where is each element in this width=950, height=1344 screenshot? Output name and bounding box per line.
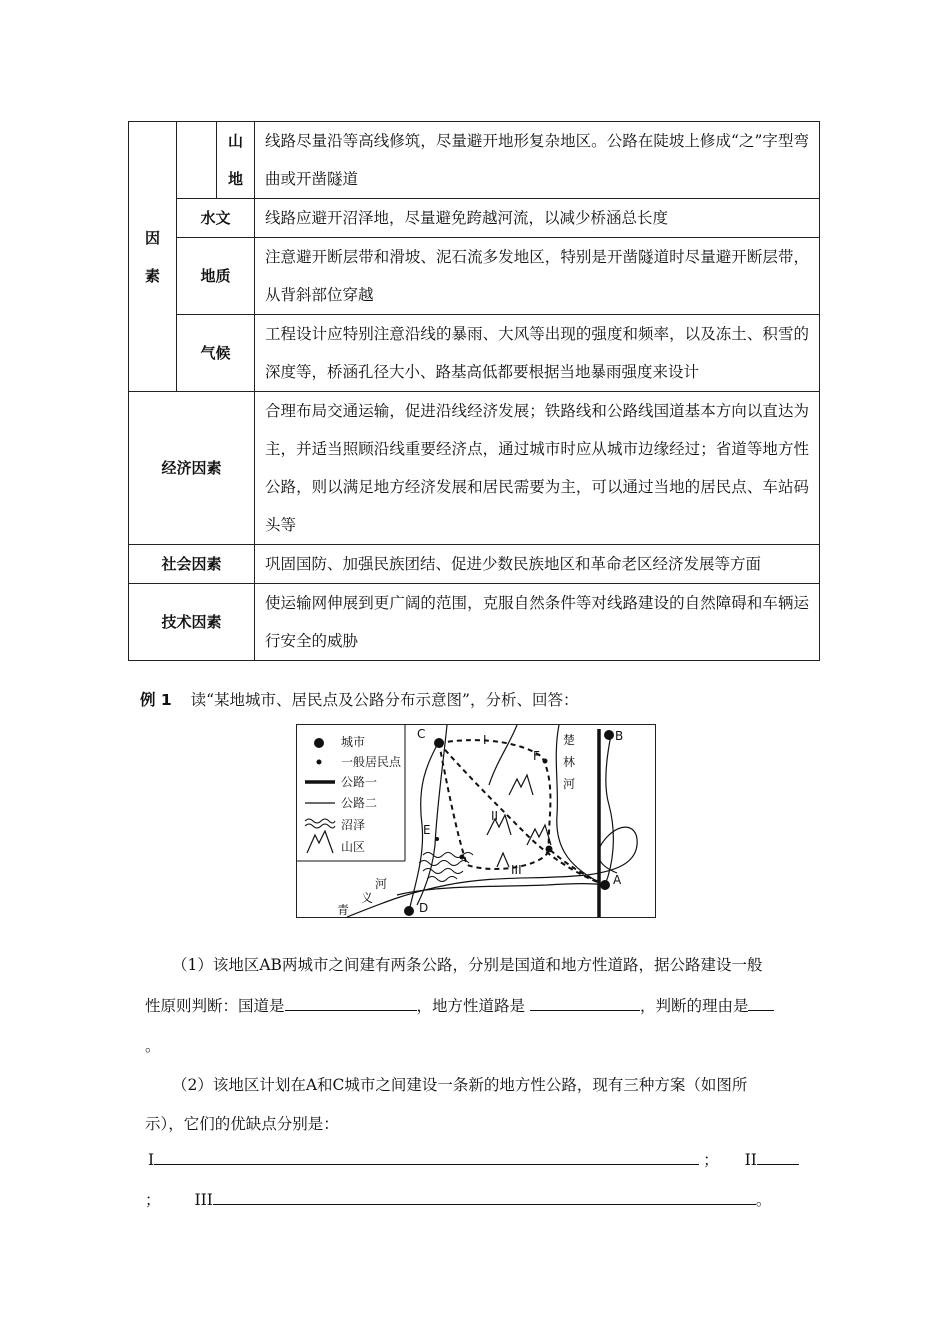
table-row	[129, 545, 820, 584]
river-qingyi-char-1: 河	[375, 877, 388, 891]
table-row	[129, 392, 820, 545]
river-chu-char-1: 楚	[563, 733, 576, 747]
row-label-economic: 经济因素	[129, 392, 255, 545]
road-distribution-map	[296, 724, 656, 918]
legend-settlement-symbol	[317, 760, 321, 764]
city-A	[600, 880, 610, 890]
answer-line-1: I ； II	[148, 1148, 799, 1170]
point-D-label: D	[419, 901, 429, 915]
question-1-line-3: 。	[145, 1037, 161, 1055]
settlement-swamp	[460, 855, 465, 860]
point-E-label: E	[423, 823, 431, 837]
example-intro	[140, 688, 578, 710]
river-tributary-east	[489, 725, 517, 785]
row-label-social: 社会因素	[129, 545, 255, 584]
row-text-technical: 使运输网伸展到更广阔的范围，克服自然条件等对线路建设的自然障碍和车辆运行安全的威胁	[255, 584, 820, 661]
answer-blank-local-road[interactable]	[530, 994, 640, 1011]
row-label-mountain: 山 地	[217, 122, 255, 199]
row-text-geology: 注意避开断层带和滑坡、泥石流多发地区，特别是开凿隧道时尽量避开断层带，从背斜部位穿越	[255, 238, 820, 315]
blank-cell	[177, 122, 217, 199]
city-D	[404, 906, 414, 916]
city-B	[604, 730, 614, 740]
question-2-line-2: 示），它们的优缺点分别是：	[145, 1115, 339, 1133]
swamp-area	[419, 853, 473, 882]
road-two-a-b	[605, 735, 613, 885]
row-text-climate: 工程设计应特别注意沿线的暴雨、大风等出现的强度和频率，以及冻土、积雪的深度等，桥涵孔径大小、路基高低都要根据当地暴雨强度来设计	[255, 315, 820, 392]
legend-mountain-label: 山区	[341, 840, 366, 854]
table-row	[129, 199, 820, 238]
answer-line-2: ； III 。	[145, 1188, 771, 1210]
answer-blank-III[interactable]	[213, 1188, 756, 1205]
natural-factors-header: 因 素	[129, 122, 177, 392]
question-2-line-1: （2）该地区计划在A和C城市之间建设一条新的地方性公路，现有三种方案（如图所	[172, 1076, 748, 1094]
road-two-west	[397, 884, 605, 896]
answer-I-label: I	[148, 1151, 155, 1169]
river-chulin	[556, 725, 597, 881]
row-label-geology: 地质	[177, 238, 255, 315]
row-text-economic: 合理布局交通运输，促进沿线经济发展；铁路线和公路线国道基本方向以直达为主，并适当照顾沿线重要经济点，通过城市时应从城市边缘经过；省道等地方性公路，则以满足地方经济发展和居民需要为主，可以通过当地的居民点、车站码头等	[255, 392, 820, 545]
legend-city-symbol	[315, 739, 324, 748]
route-II-label: II	[491, 809, 499, 823]
route-I-label: I	[483, 733, 487, 747]
example-intro-text: 读“某地城市、居民点及公路分布示意图”，分析、回答：	[190, 691, 579, 709]
table-row	[129, 238, 820, 315]
point-A-label: A	[613, 873, 622, 887]
legend-swamp-label: 沼泽	[341, 818, 366, 832]
river-chu-char-2: 林	[563, 755, 576, 769]
legend-road-one-label: 公路一	[341, 775, 378, 789]
example-label: 例 1	[140, 691, 172, 709]
legend-city-label: 城市	[341, 735, 366, 749]
settlement-E	[435, 837, 439, 841]
table-row	[129, 315, 820, 392]
answer-blank-reason[interactable]	[748, 994, 774, 1011]
row-text-mountain: 线路尽量沿等高线修筑，尽量避开地形复杂地区。公路在陡坡上修成“之”字型弯曲或开凿隧道	[255, 122, 820, 199]
question-1-line-2: 性原则判断：国道是 ，地方性道路是 ，判断的理由是	[145, 994, 774, 1016]
answer-II-label: II	[744, 1151, 757, 1169]
table-row	[129, 584, 820, 661]
row-text-social: 巩固国防、加强民族团结、促进少数民族地区和革命老区经济发展等方面	[255, 545, 820, 584]
river-qingyi-char-3: 青	[337, 903, 350, 917]
answer-blank-national-road[interactable]	[285, 994, 417, 1011]
row-text-hydrology: 线路应避开沼泽地，尽量避免跨越河流，以减少桥涵总长度	[255, 199, 820, 238]
answer-III-label: III	[194, 1191, 213, 1209]
point-C-label: C	[417, 727, 426, 741]
route-III	[439, 743, 605, 885]
factors-table	[128, 121, 820, 661]
row-label-climate: 气候	[177, 315, 255, 392]
settlement-F	[543, 759, 548, 764]
settlement-mid	[546, 846, 553, 853]
legend-mountain-symbol	[307, 831, 333, 853]
legend-road-two-label: 公路二	[341, 796, 378, 810]
point-F-label: F	[533, 749, 540, 763]
river-chu-char-3: 河	[563, 777, 576, 791]
legend-settlement-label: 一般居民点	[341, 755, 402, 769]
city-C	[434, 738, 444, 748]
answer-blank-I[interactable]	[154, 1148, 699, 1165]
river-qingyi-char-2: 义	[361, 891, 374, 905]
answer-blank-II[interactable]	[757, 1148, 799, 1165]
question-1-line-1: （1）该地区AB两城市之间建有两条公路，分别是国道和地方性道路，据公路建设一般	[172, 956, 763, 974]
row-label-technical: 技术因素	[129, 584, 255, 661]
route-II	[439, 743, 605, 885]
table-row	[129, 122, 820, 199]
river-qingyi	[347, 827, 637, 917]
route-III-label: III	[511, 863, 522, 877]
legend-swamp-symbol	[305, 819, 335, 828]
point-B-label: B	[615, 729, 624, 743]
row-label-hydrology: 水文	[177, 199, 255, 238]
